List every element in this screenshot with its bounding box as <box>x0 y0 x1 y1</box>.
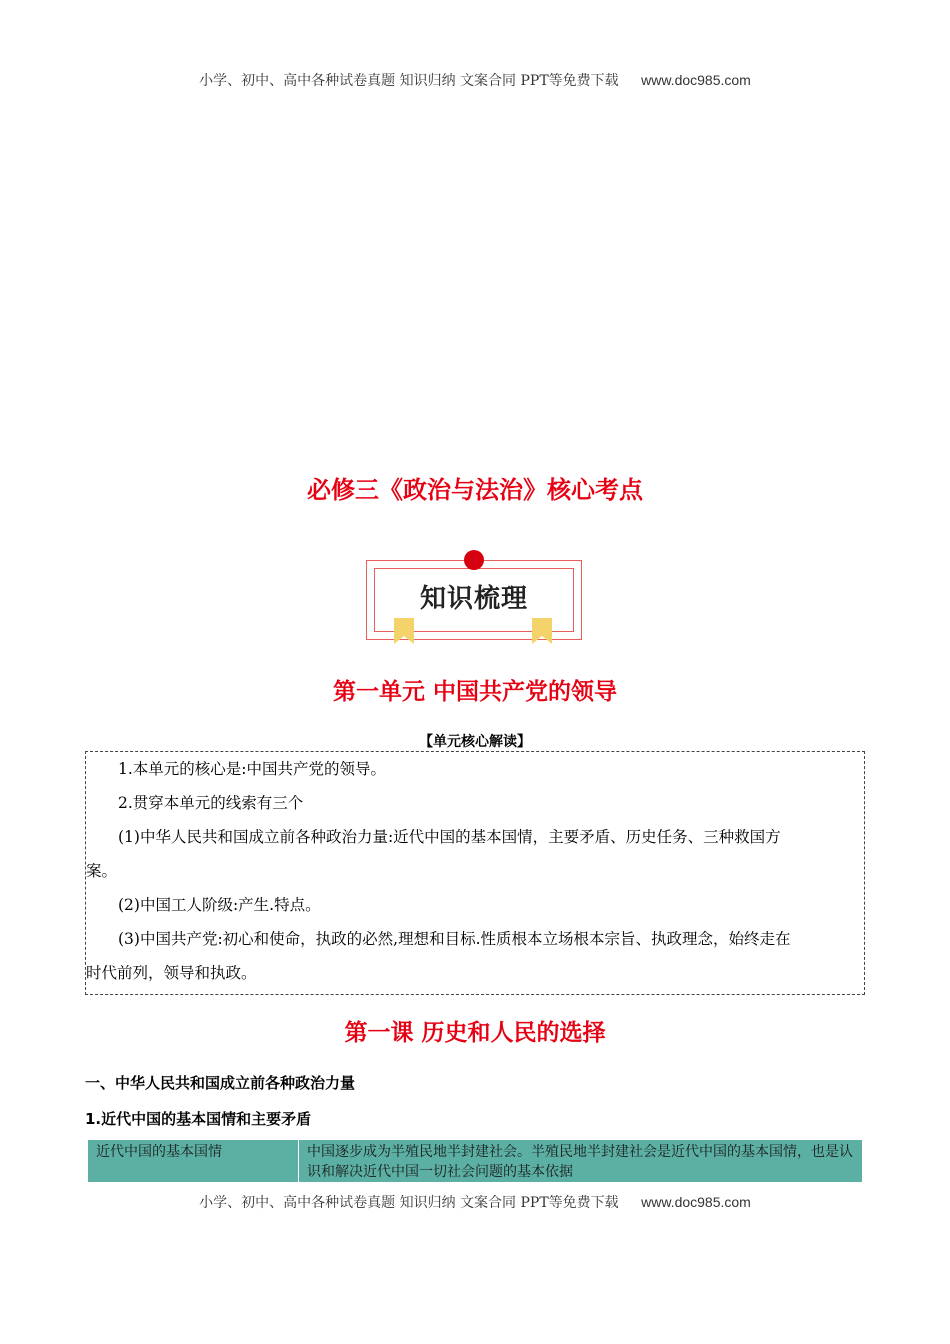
box-caption: 【单元核心解读】 <box>419 734 531 750</box>
header-text: 小学、初中、高中各种试卷真题 知识归纳 文案合同 PPT等免费下载 <box>199 73 619 89</box>
main-title: 必修三《政治与法治》核心考点 <box>307 476 643 504</box>
core-line-1: 1.本单元的核心是:中国共产党的领导。 <box>118 760 387 778</box>
core-line-2: 2.贯穿本单元的线索有三个 <box>118 794 304 812</box>
table-row <box>88 1140 863 1183</box>
knowledge-table <box>87 1139 863 1183</box>
page-header <box>0 70 950 90</box>
footer-url[interactable]: www.doc985.com <box>641 1194 751 1210</box>
badge-dot-icon <box>464 550 484 570</box>
table-cell-key: 近代中国的基本国情 <box>88 1140 299 1183</box>
subsection-heading: 1.近代中国的基本国情和主要矛盾 <box>85 1110 312 1128</box>
footer-text: 小学、初中、高中各种试卷真题 知识归纳 文案合同 PPT等免费下载 <box>199 1195 619 1211</box>
lesson-title: 第一课 历史和人民的选择 <box>344 1020 606 1046</box>
header-url[interactable]: www.doc985.com <box>641 72 751 88</box>
core-line-5-cont: 时代前列，领导和执政。 <box>86 964 257 982</box>
core-line-5: (3)中国共产党:初心和使命，执政的必然,理想和目标.性质根本立场根本宗旨、执政理念，始终走在 <box>118 930 791 948</box>
section-heading: 一、中华人民共和国成立前各种政治力量 <box>85 1074 356 1092</box>
badge-label: 知识梳理 <box>419 584 528 614</box>
unit-core-box <box>85 751 865 995</box>
knowledge-badge <box>366 548 582 648</box>
page-footer <box>0 1192 950 1212</box>
core-line-4: (2)中国工人阶级:产生.特点。 <box>118 896 321 914</box>
table-cell-value: 中国逐步成为半殖民地半封建社会。半殖民地半封建社会是近代中国的基本国情，也是认识和解决近代中国一切社会问题的基本依据 <box>299 1140 863 1183</box>
core-line-3: (1)中华人民共和国成立前各种政治力量:近代中国的基本国情，主要矛盾、历史任务、三种救国方 <box>118 828 781 846</box>
core-line-3-cont: 案。 <box>86 862 118 880</box>
unit-title: 第一单元 中国共产党的领导 <box>332 679 617 705</box>
